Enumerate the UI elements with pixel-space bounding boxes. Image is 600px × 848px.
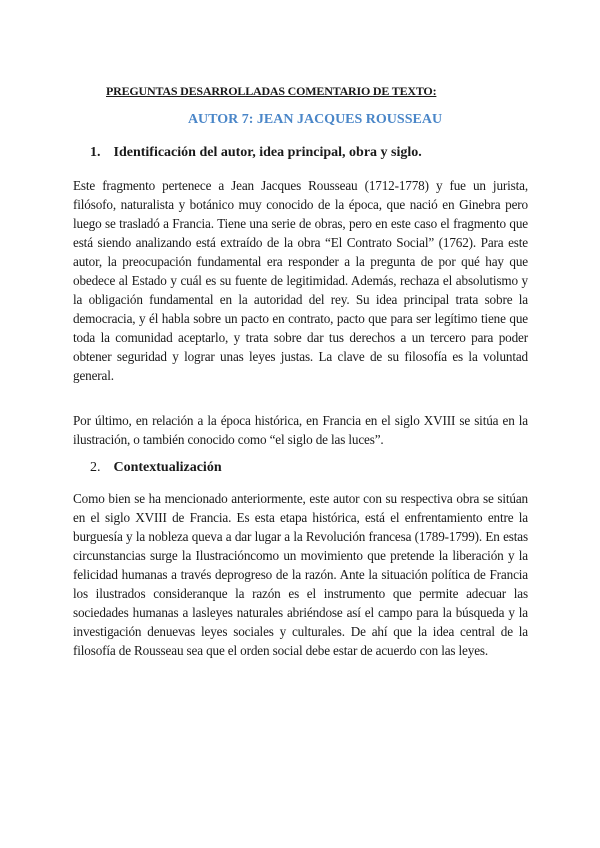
paragraph-context: Como bien se ha mencionado anteriormente, este autor con su respectiva obra se sitúan en el siglo XVIII de Francia. Es esta etapa histórica, está el enfrentamiento entre la burguesía y la nobleza queva a dar lugar a la Revolución francesa (1789-1799). En estas circunstancias surge la Ilustracióncomo un movimiento que pretende la liberación y la felicidad humanas a través deprogreso de la razón. Ante la situación política de Francia los ilustrados consideranque la razón es el instrumento que permite adecuar las sociedades humanas a lasleyes naturales abriéndose así el campo para la búsqueda y la investigación denuevas leyes sociales y culturales. De ahí que la idea central de la filosofía de Rousseau sea que el orden social debe estar de acuerdo con las leyes. [73, 491, 528, 658]
author-title: AUTOR 7: JEAN JACQUES ROUSSEAU [187, 112, 443, 127]
document-heading: PREGUNTAS DESARROLLADAS COMENTARIO DE TEXTO: [106, 84, 437, 98]
section-title: Identificación del autor, idea principal, obra y siglo. [113, 145, 422, 160]
paragraph-identification: Este fragmento pertenece a Jean Jacques Rousseau (1712-1778) y fue un jurista, filósofo, naturalista y botánico muy conocido de la época, que nació en Ginebra pero luego se trasladó a Francia. Tiene una serie de obras, pero en este caso el fragmento que está siendo analizando está extraído de la obra “El Contrato Social” (1762). Para este autor, la preocupación fundamental era responder a la pregunta de por qué hay que obedece al Estado y cuál es su fuente de legitimidad. Además, rechaza el absolutismo y la obligación fundamental en la autoridad del rey. Su idea principal trata sobre la democracia, y él habla sobre un pacto en contrato, pacto que para ser legítimo tiene que toda la comunidad aceptarlo, y trata sobre dar tus derechos a un tercero para poder obtener seguridad y lograr unas leyes justas. La clave de su filosofía es la voluntad general. [73, 178, 528, 383]
paragraph-epoch: Por último, en relación a la época histórica, en Francia en el siglo XVIII se sitúa en la ilustración, o también conocido como “el siglo de las luces”. [73, 413, 528, 447]
section-title: Contextualización [113, 460, 222, 475]
section-heading-context [90, 460, 222, 476]
section-number: 2. [90, 460, 101, 475]
section-heading-identification [90, 145, 422, 161]
section-number: 1. [90, 145, 101, 160]
